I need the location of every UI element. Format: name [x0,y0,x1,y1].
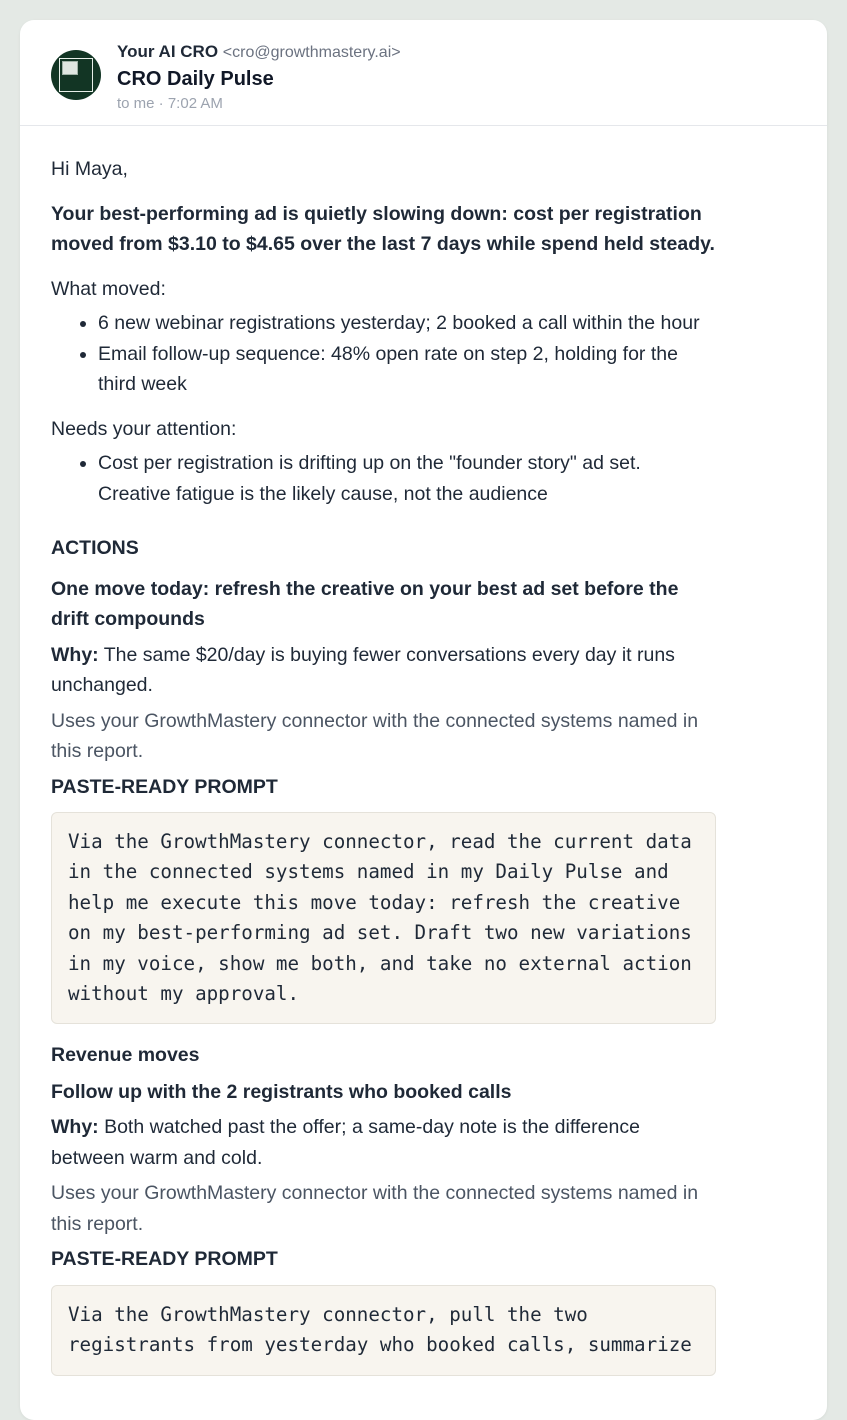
why-text: The same $20/day is buying fewer conversations every day it runs unchanged. [51,643,675,696]
why-label: Why: [51,1116,99,1139]
connector-note: Uses your GrowthMastery connector with the connected systems named in this report. [51,1182,699,1235]
revenue-why [51,1112,716,1173]
action-why [51,640,716,701]
sender-name: Your AI CRO [117,42,219,61]
email-body [20,154,827,1376]
email-subject: CRO Daily Pulse [117,68,274,90]
paste-ready-prompt[interactable]: Via the GrowthMastery connector, pull the two registrants from yesterday who booked calls, summarize [51,1285,716,1376]
email-card [20,20,827,1420]
email-meta [117,41,401,114]
list-item: • 6 new webinar registrations yesterday; 2 booked a call within the hour [98,308,716,339]
paste-ready-prompt[interactable]: Via the GrowthMastery connector, read the current data in the connected systems named in my Daily Pulse and help me execute this move today: refresh the creative on my best-performing ad set. Draft two new variations in my voice, show me both, and take no external action without my approval. [51,812,716,1024]
why-label: Why: [51,643,99,666]
what-moved-heading: What moved: [51,277,166,300]
attention-heading: Needs your attention: [51,417,237,440]
sender-email: <cro@growthmastery.ai> [222,44,401,61]
greeting: Hi Maya, [51,158,128,180]
connector-note: Uses your GrowthMastery connector with the connected systems named in this report. [51,709,699,762]
what-moved-list [51,308,716,400]
email-header [20,20,827,126]
revenue-title: Follow up with the 2 registrants who booked calls [51,1080,512,1103]
attention-list [51,448,716,509]
why-text: Both watched past the offer; a same-day note is the difference between warm and cold. [51,1116,640,1169]
lede-summary: Your best-performing ad is quietly slowing down: cost per registration moved from $3.10 to $4.65 over the last 7 days while spend held steady. [51,202,715,255]
from-line [117,41,401,64]
recipient-line: to me · 7:02 AM [117,95,223,112]
prompt-label: PASTE-READY PROMPT [51,775,278,798]
prompt-label: PASTE-READY PROMPT [51,1248,278,1271]
list-item: • Cost per registration is drifting up on the "founder story" ad set. Creative fatigue is the likely cause, not the audience [98,448,716,509]
actions-heading: ACTIONS [51,537,139,559]
revenue-heading: Revenue moves [51,1044,200,1067]
list-item: • Email follow-up sequence: 48% open rate on step 2, holding for the third week [98,339,716,400]
action-title: One move today: refresh the creative on your best ad set before the drift compounds [51,577,679,630]
sender-avatar [51,50,101,100]
broken-image-icon [59,58,93,92]
